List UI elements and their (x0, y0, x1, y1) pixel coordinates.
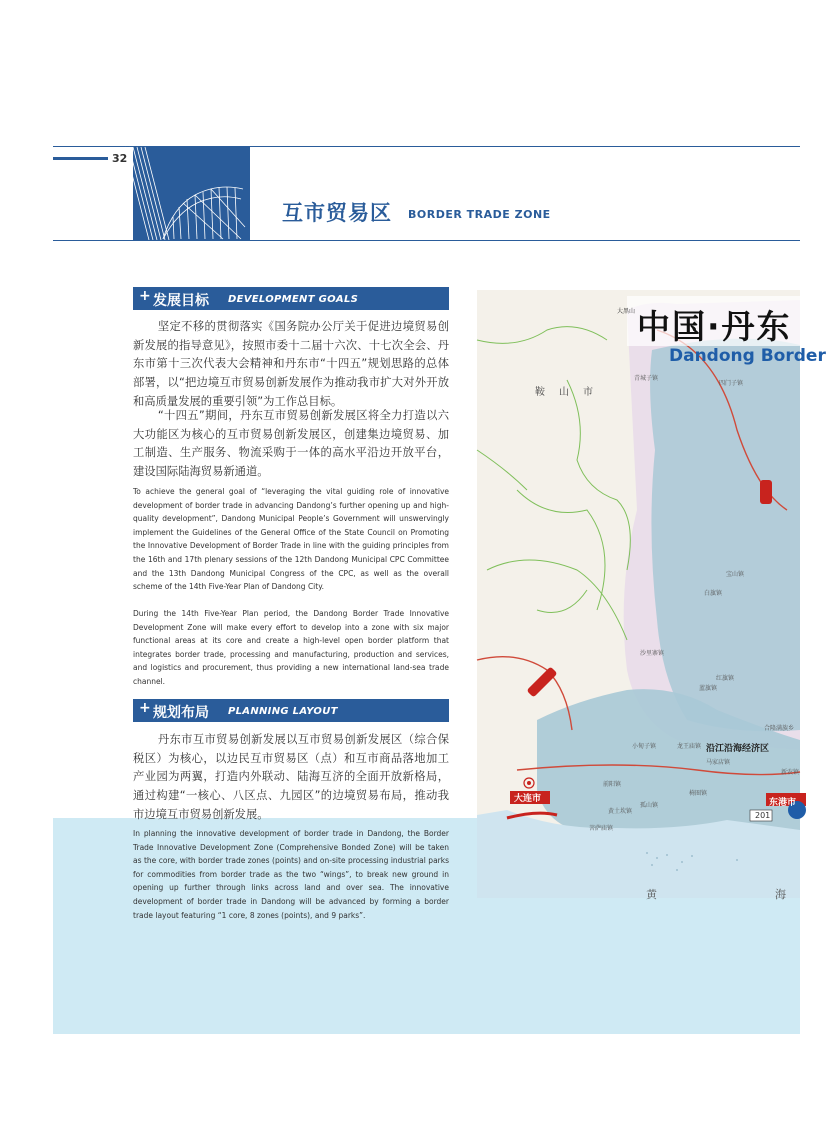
section-title-cn: 发展目标 (153, 293, 209, 309)
map-zone-label: 沿江沿海经济区 (706, 744, 770, 754)
map-town-label: 合隆满族乡 (764, 725, 795, 732)
map-title-cn: 中国·丹东 (637, 307, 792, 346)
section-title-en: PLANNING LAYOUT (228, 706, 338, 717)
cn-paragraph: “十四五”期间，丹东互市贸易创新发展区将全力打造以六大功能区为核心的互市贸易创新发展区，创建集边境贸易、加工制造、生产服务、物流采购于一体的高水平沿边开放平台，建设国际陆海贸易新通道。 (133, 409, 449, 479)
map-city-donggang: 东港市 (769, 798, 797, 808)
header-bottom-rule (53, 240, 800, 241)
en-paragraph: In planning the innovative development of border trade in Dandong, the Border Trade Innovative Development Zone (Comprehensive Bonded Zone) will be taken as the core, with border trade zones (points) and on-site processing industrial parks for commodities from border trade as the two “wings”, to break new ground in opening up further through links across land and over sea. The innovative development of border trade in Dandong will be advanced by forming a border trade layout featuring “1 core, 8 zones (points), and 9 parks”. (133, 829, 449, 920)
map-town-label: 黄土坎镇 (608, 808, 633, 815)
map-town-label: 白旗镇 (704, 590, 723, 597)
cn-paragraph: 坚定不移的贯彻落实《国务院办公厅关于促进边境贸易创新发展的指导意见》，按照市委十二届十六次、十七次全会、丹东市第十三次代表大会精神和丹东市“十四五”规划思路的总体部署，以“把边境互市贸易创新发展作为推动我市扩大对外开放和高质量发展的重要引领”为工作总目标。 (133, 320, 449, 408)
page-title-en: BORDER TRADE ZONE (408, 208, 551, 221)
map-top-label: 大黑山 (617, 308, 636, 315)
map-town-label: 宝山镇 (726, 571, 745, 578)
map-title-en: Dandong Border (669, 346, 826, 366)
map-sea-right: 海 (775, 888, 786, 901)
section-header-development-goals (133, 287, 449, 310)
map-town-label: 沙里寨镇 (640, 650, 665, 657)
section-title-cn: 规划布局 (153, 705, 209, 721)
map-town-label: 小甸子镇 (632, 743, 657, 750)
section-title-en: DEVELOPMENT GOALS (228, 294, 359, 305)
map-town-label: 椅圈镇 (689, 790, 708, 797)
en-paragraph: To achieve the general goal of “leveraging the vital guiding role of innovative development of border trade in advancing Dandong’s further opening up and high-quality development”, Dandong Municipal People’s Government will unswervingly implement the Guidelines of the General Office of the State Council on Promoting the Innovative Development of Border Trade in line with the guiding principles from the 16th and 17th plenary sessions of the 12th Dandong Municipal CPC Committee and the 13th Dandong Municipal Congress of the CPC, as well as the overall scheme of the 14th Five-Year Plan of Dandong City. (133, 487, 449, 592)
cn-paragraph: 丹东市互市贸易创新发展以互市贸易创新发展区（综合保税区）为核心，以边民互市贸易区（点）和互市商品落地加工产业园为两翼，打造内外联动、陆海互济的全面开放新格局，通过构建“一核心、八区点、九园区”的边境贸易布局，推动我市边境互市贸易创新发展。 (133, 733, 449, 821)
architecture-icon (133, 147, 250, 240)
page-title-cn: 互市贸易区 (282, 201, 392, 225)
map-town-label: 新农镇 (781, 769, 800, 776)
map-town-label: 马家店镇 (706, 759, 731, 766)
map-city-dalian: 大连市 (514, 794, 542, 804)
page-number: 32 (112, 152, 128, 165)
map-town-label: 蓝旗镇 (699, 685, 718, 692)
page-number-bar (53, 157, 108, 160)
map-town-label: 前阳镇 (603, 781, 622, 788)
map-town-label: 龙王庙镇 (677, 743, 702, 750)
section-logo (133, 147, 250, 240)
section-header-planning-layout (133, 699, 449, 722)
map-sea-left: 黄 (646, 888, 657, 901)
map-road-number: 201 (755, 811, 771, 820)
plus-icon: + (139, 700, 151, 716)
en-paragraph: During the 14th Five-Year Plan period, the Dandong Border Trade Innovative Development Zone will make every effort to develop into a zone with six major functional areas at its core and create a high-level open border platform that integrates border trade, processing and manufacturing, production and services, and logistics and procurement, thus providing a new international land-sea trade channel. (133, 609, 449, 686)
map-town-label: 菩萨庙镇 (589, 825, 614, 832)
map-town-label: 青城子镇 (634, 375, 659, 382)
map-town-label: 红旗镇 (716, 675, 735, 682)
map-town-label: 孤山镇 (640, 802, 659, 809)
map-town-label: 四门子镇 (719, 380, 744, 387)
map-city-anshan: 鞍山市 (535, 387, 607, 398)
plus-icon: + (139, 288, 151, 304)
